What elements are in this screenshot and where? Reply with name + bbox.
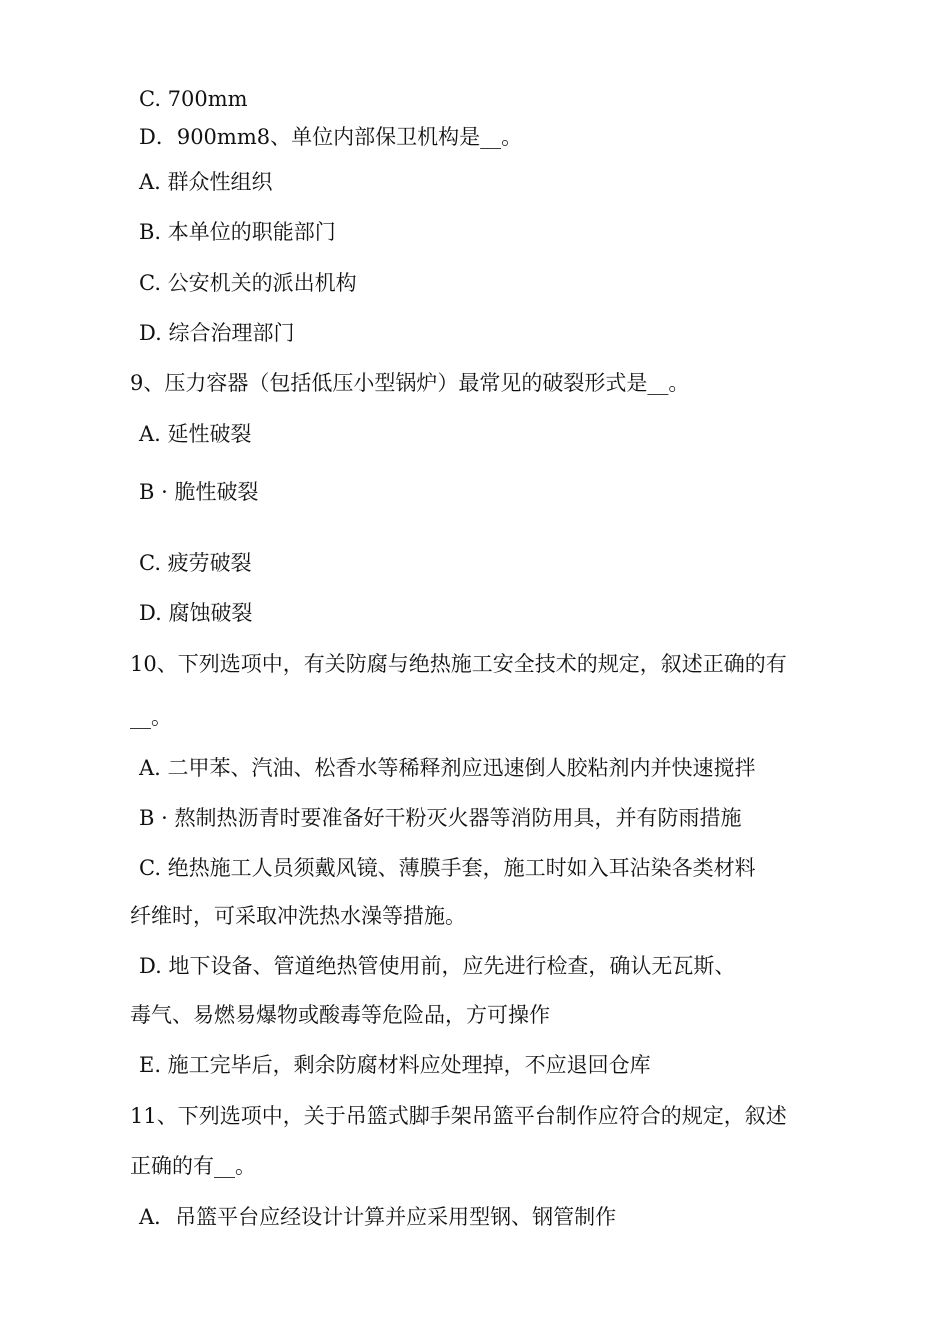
- question-9-stem: 9、压力容器（包括低压小型锅炉）最常见的破裂形式是__。: [130, 371, 690, 395]
- q9-option-c: C. 疲劳破裂: [139, 551, 252, 575]
- q8-option-d: D. 综合治理部门: [139, 321, 295, 345]
- q10-option-d-cont: 毒气、易燃易爆物或酸毒等危险品，方可操作: [130, 1003, 550, 1027]
- question-11-stem-cont: 正确的有__。: [130, 1154, 256, 1178]
- q9-option-b: B · 脆性破裂: [139, 480, 259, 504]
- option-c-700mm: C. 700mm: [139, 87, 248, 111]
- q10-option-b: B · 熬制热沥青时要准备好干粉灭火器等消防用具，并有防雨措施: [139, 806, 742, 830]
- q8-option-b: B. 本单位的职能部门: [139, 220, 336, 244]
- q10-option-c: C. 绝热施工人员须戴风镜、薄膜手套，施工时如入耳沾染各类材料: [139, 856, 756, 880]
- q9-option-d: D. 腐蚀破裂: [139, 601, 253, 625]
- question-8-stem: D．900mm8、单位内部保卫机构是__。: [139, 125, 523, 149]
- q8-option-a: A. 群众性组织: [139, 170, 273, 194]
- q10-option-e: E. 施工完毕后，剩余防腐材料应处理掉，不应退回仓库: [139, 1053, 651, 1077]
- q9-option-a: A. 延性破裂: [139, 422, 252, 446]
- q10-option-c-cont: 纤维时，可采取冲洗热水澡等措施。: [130, 904, 466, 928]
- q10-option-d: D. 地下设备、管道绝热管使用前，应先进行检查，确认无瓦斯、: [139, 954, 736, 978]
- q8-option-c: C. 公安机关的派出机构: [139, 271, 357, 295]
- question-11-stem: 11、下列选项中，关于吊篮式脚手架吊篮平台制作应符合的规定，叙述: [130, 1104, 787, 1128]
- question-10-stem: 10、下列选项中，有关防腐与绝热施工安全技术的规定，叙述正确的有: [130, 652, 787, 676]
- question-10-stem-cont: __。: [130, 705, 172, 729]
- q10-option-a: A. 二甲苯、汽油、松香水等稀释剂应迅速倒人胶粘剂内并快速搅拌: [139, 756, 756, 780]
- q11-option-a: A．吊篮平台应经设计计算并应采用型钢、钢管制作: [139, 1205, 617, 1229]
